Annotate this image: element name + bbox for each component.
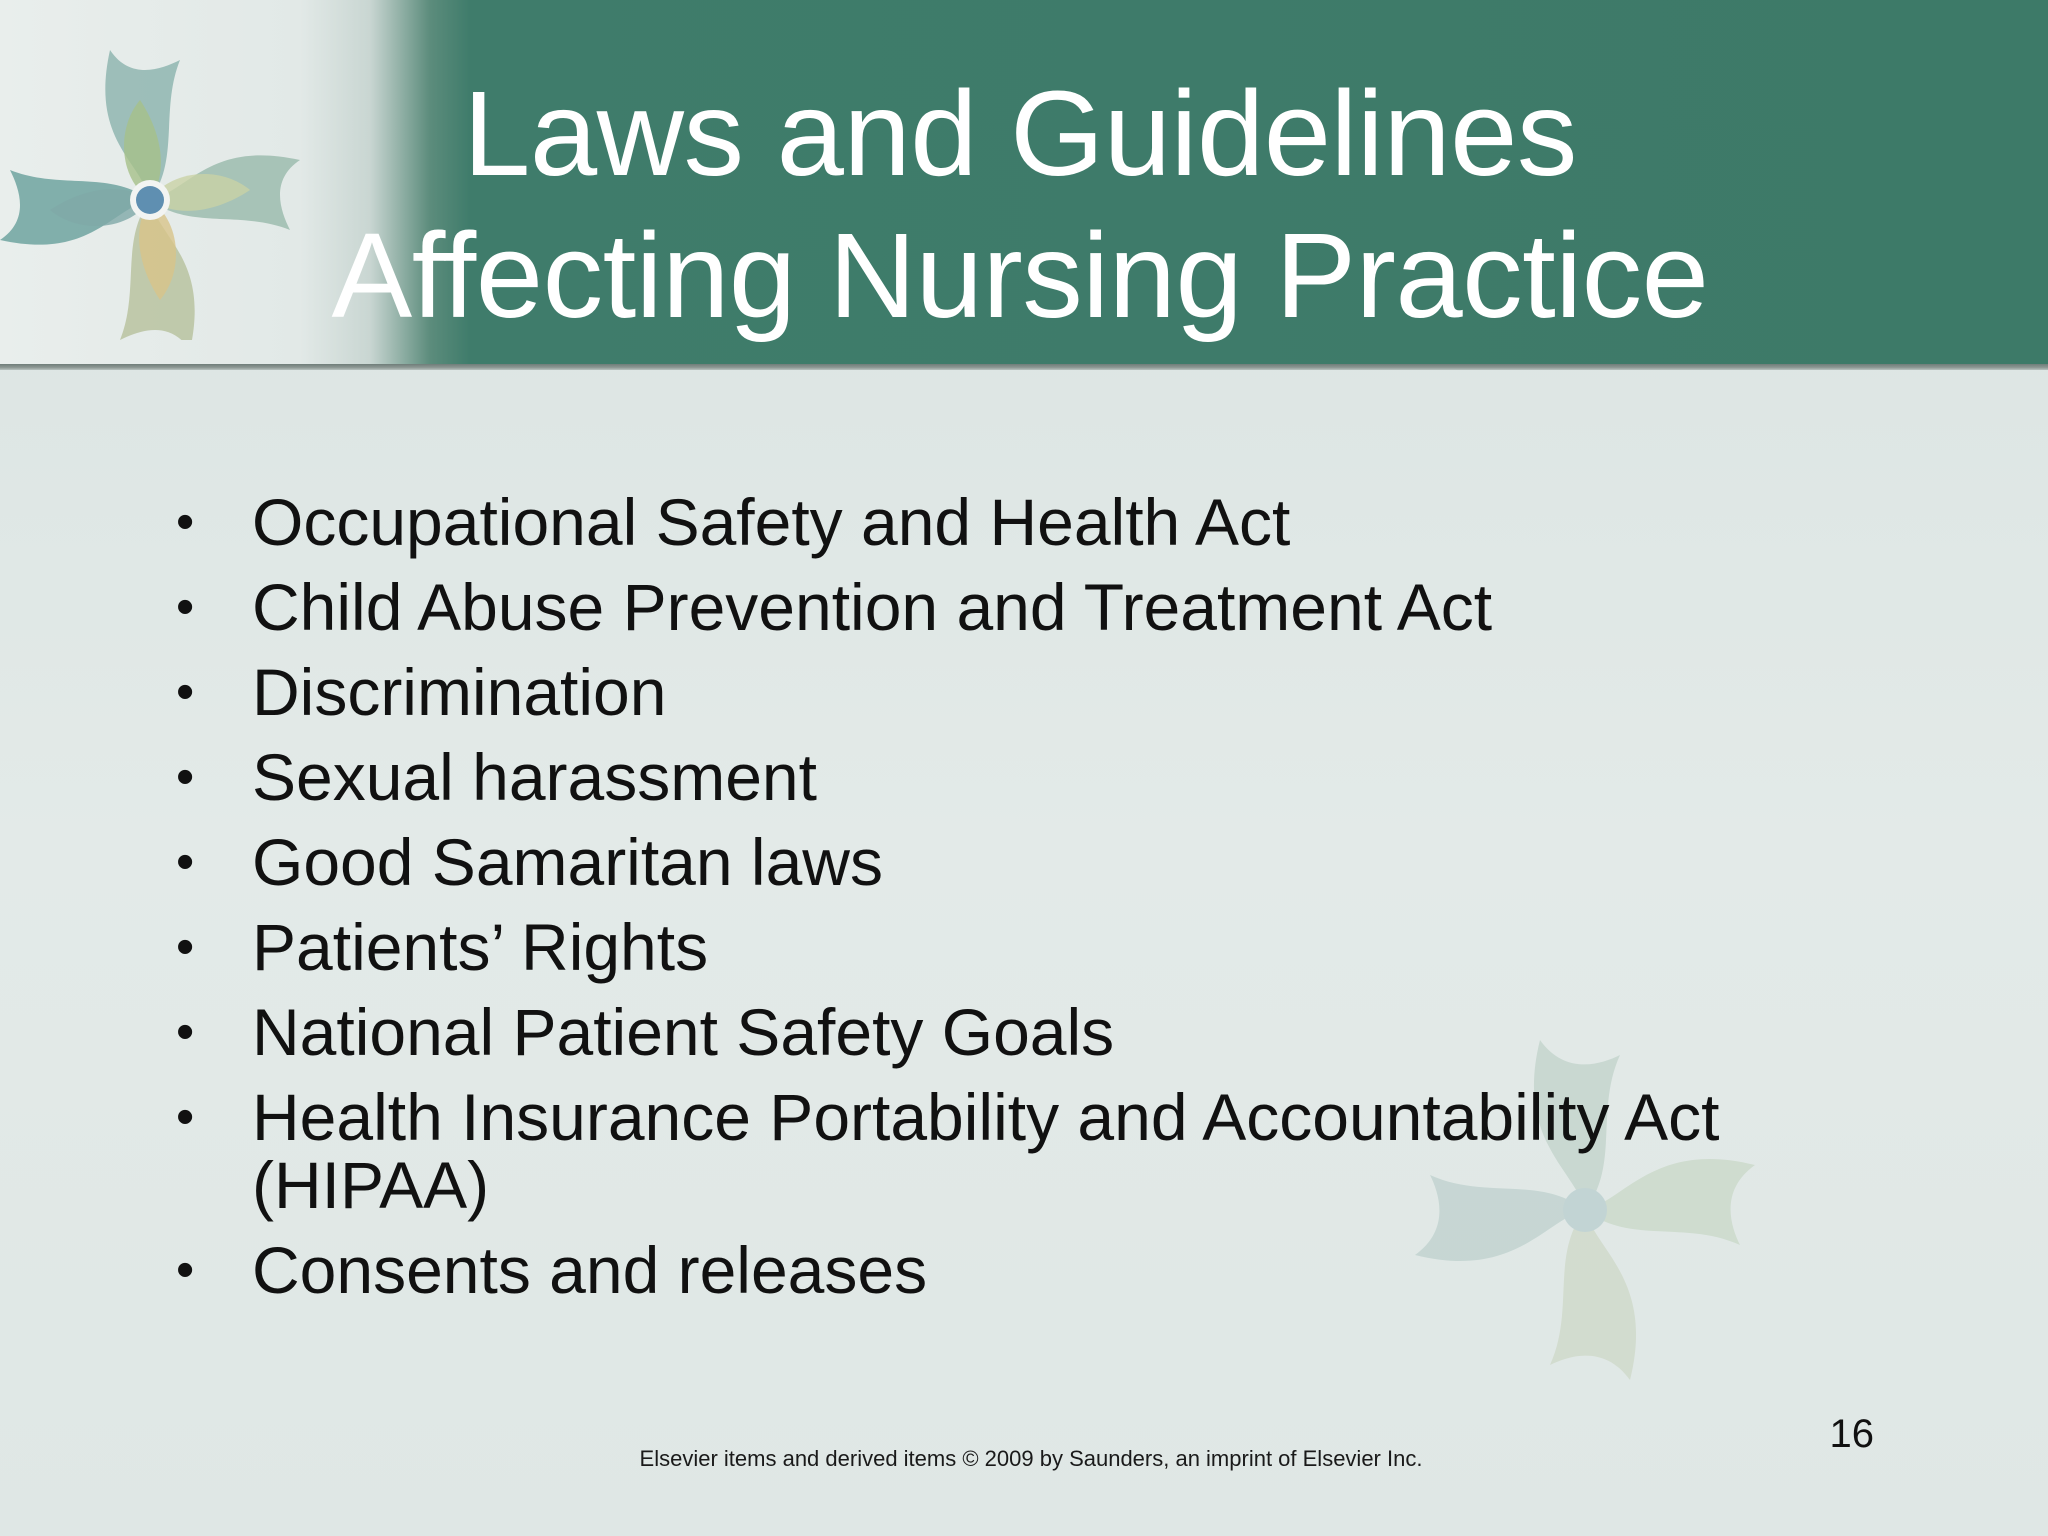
list-item <box>170 1233 1870 1307</box>
list-item-text: Patients’ Rights <box>252 910 709 984</box>
bullet-dot-icon: • <box>176 493 195 551</box>
bullet-dot-icon: • <box>176 1088 195 1146</box>
list-item <box>170 910 1870 984</box>
list-item <box>170 1080 1870 1222</box>
list-item <box>170 995 1870 1069</box>
title-line-1: Laws and Guidelines <box>463 65 1577 201</box>
list-item-text: Child Abuse Prevention and Treatment Act <box>252 570 1493 644</box>
bullet-dot-icon: • <box>176 578 195 636</box>
list-item-text: Consents and releases <box>252 1233 928 1307</box>
bullet-dot-icon: • <box>176 1003 195 1061</box>
copyright-footer: Elsevier items and derived items © 2009 by Saunders, an imprint of Elsevier Inc. <box>639 1446 1423 1471</box>
bullet-dot-icon: • <box>176 918 195 976</box>
bullet-dot-icon: • <box>176 748 195 806</box>
list-item-text: Discrimination <box>252 655 667 729</box>
list-item-text: Health Insurance Portability and Accountability Act (HIPAA) <box>252 1080 1720 1222</box>
list-item-text: Occupational Safety and Health Act <box>252 485 1291 559</box>
slide-title <box>220 62 1820 346</box>
list-item <box>170 740 1870 814</box>
list-item <box>170 570 1870 644</box>
list-item-text: Good Samaritan laws <box>252 825 883 899</box>
bullet-dot-icon: • <box>176 833 195 891</box>
slide-number: 16 <box>1829 1412 1874 1456</box>
list-item <box>170 655 1870 729</box>
title-line-2: Affecting Nursing Practice <box>331 207 1709 343</box>
list-item <box>170 485 1870 559</box>
bullet-list <box>170 485 1870 1321</box>
header-divider <box>0 364 2048 370</box>
bullet-dot-icon: • <box>176 1241 195 1299</box>
list-item-text: National Patient Safety Goals <box>252 995 1115 1069</box>
list-item-text: Sexual harassment <box>252 740 817 814</box>
bullet-dot-icon: • <box>176 663 195 721</box>
list-item <box>170 825 1870 899</box>
